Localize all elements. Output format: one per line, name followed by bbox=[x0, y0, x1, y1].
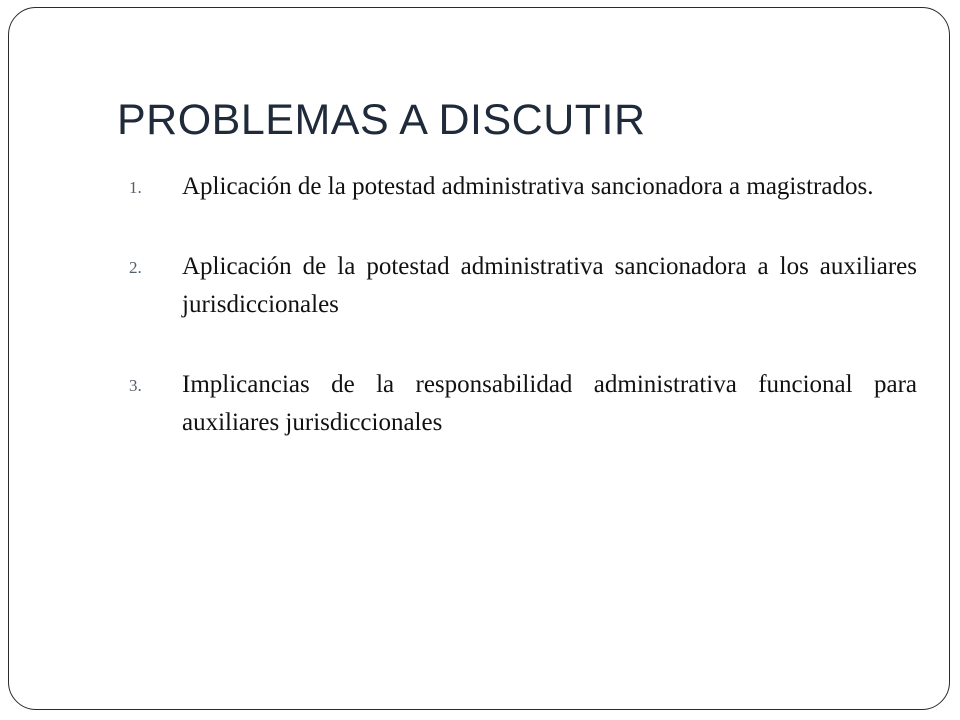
list-item bbox=[129, 248, 917, 324]
list-item-number: 2. bbox=[129, 258, 142, 277]
list-item-text: Aplicación de la potestad administrativa sancionadora a los auxiliares jurisdiccionales bbox=[182, 253, 917, 318]
problem-list bbox=[129, 168, 917, 484]
list-item bbox=[129, 366, 917, 442]
list-item-text: Aplicación de la potestad administrativa sancionadora a magistrados. bbox=[182, 173, 874, 200]
list-item bbox=[129, 168, 917, 206]
slide-title: PROBLEMAS A DISCUTIR bbox=[117, 96, 646, 144]
slide-frame bbox=[8, 7, 950, 710]
list-item-number: 3. bbox=[129, 376, 142, 395]
list-item-text: Implicancias de la responsabilidad administrativa funcional para auxiliares jurisdiccionales bbox=[182, 371, 917, 436]
list-item-number: 1. bbox=[129, 178, 142, 197]
